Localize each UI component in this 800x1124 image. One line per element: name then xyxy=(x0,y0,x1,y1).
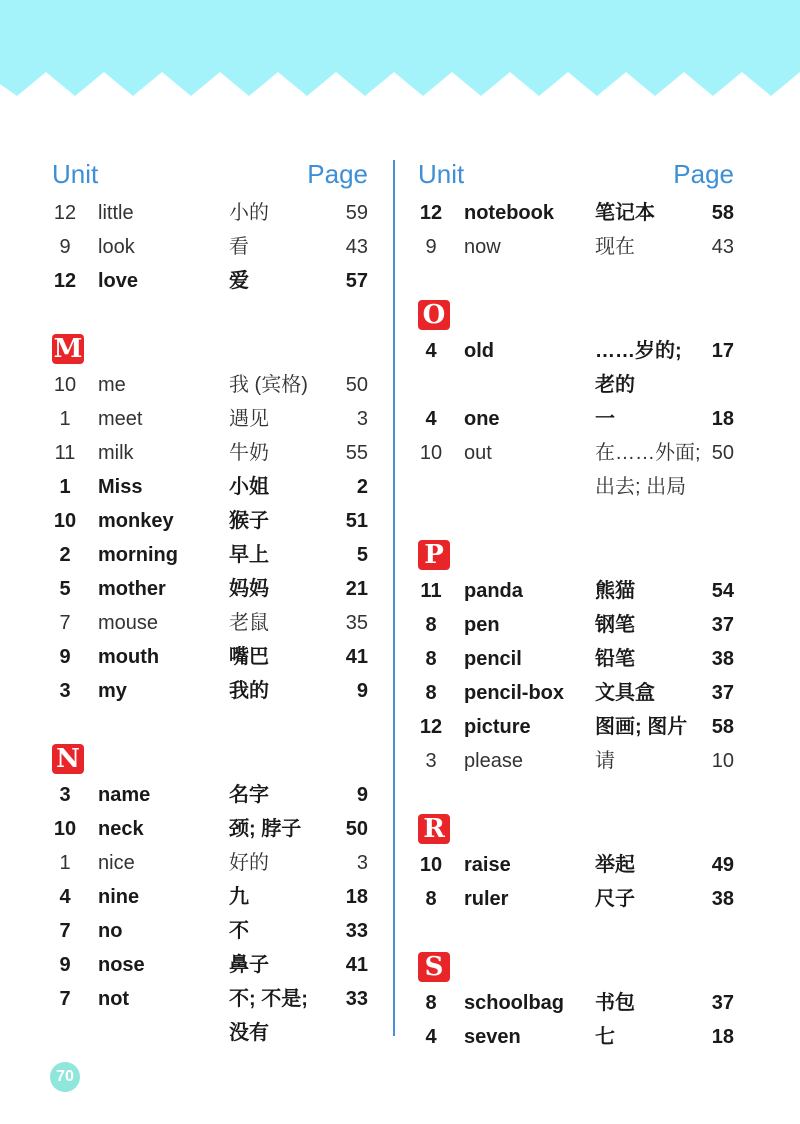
english-word: not xyxy=(98,988,130,1010)
english-word: monkey xyxy=(98,510,174,532)
vocab-row xyxy=(418,848,738,882)
english-word: meet xyxy=(98,408,143,430)
page-number: 3 xyxy=(356,852,368,874)
chinese-meaning: 七 xyxy=(595,1026,615,1048)
english-word: ruler xyxy=(464,888,509,910)
chinese-meaning: 猴子 xyxy=(229,510,269,532)
english-word: nice xyxy=(98,852,135,874)
chinese-meaning: 举起 xyxy=(595,854,635,876)
page-number: 50 xyxy=(711,442,734,464)
page-number: 41 xyxy=(345,646,368,668)
chinese-meaning: 我 (宾格) xyxy=(229,374,308,396)
unit-number: 1 xyxy=(59,408,71,430)
page-number: 33 xyxy=(345,920,368,942)
vocab-row xyxy=(52,264,372,298)
chinese-meaning: 请 xyxy=(595,750,615,772)
page-number: 50 xyxy=(345,818,368,840)
page-number: 9 xyxy=(356,784,368,806)
group-l xyxy=(52,196,372,298)
chinese-meaning: ……岁的; xyxy=(595,340,682,362)
unit-number: 4 xyxy=(425,408,437,430)
page-number: 9 xyxy=(356,680,368,702)
unit-number: 8 xyxy=(425,888,437,910)
group-p xyxy=(418,574,738,778)
chinese-meaning: 铅笔 xyxy=(595,648,635,670)
letter-m-badge: M xyxy=(53,334,83,364)
chinese-meaning: 名字 xyxy=(229,784,269,806)
group-o xyxy=(418,334,738,504)
english-word: my xyxy=(98,680,127,702)
english-word: one xyxy=(464,408,500,430)
vocab-row xyxy=(52,606,372,640)
page-number: 58 xyxy=(711,202,734,224)
chinese-meaning: 好的 xyxy=(229,852,269,874)
unit-number: 10 xyxy=(53,818,77,840)
english-word: pencil-box xyxy=(464,682,565,704)
page-number: 10 xyxy=(711,750,734,772)
vocab-row xyxy=(418,196,738,230)
unit-number: 10 xyxy=(419,442,443,464)
english-word: seven xyxy=(464,1026,521,1048)
page-header: Page xyxy=(307,159,368,189)
unit-number: 9 xyxy=(59,236,71,258)
page-number: 18 xyxy=(711,1026,734,1048)
page-number: 43 xyxy=(711,236,734,258)
vocab-row xyxy=(52,674,372,708)
page-number: 17 xyxy=(711,340,734,362)
unit-number: 2 xyxy=(59,544,71,566)
vocab-row xyxy=(418,230,738,264)
unit-number: 4 xyxy=(425,1026,437,1048)
unit-number: 9 xyxy=(59,646,71,668)
page-header: Page xyxy=(673,159,734,189)
unit-number: 10 xyxy=(419,854,443,876)
english-word: old xyxy=(464,340,494,362)
chinese-meaning-cont: 老的 xyxy=(595,374,635,396)
page-number-badge: 70 xyxy=(50,1062,80,1092)
page-number: 37 xyxy=(711,614,734,636)
page-number: 33 xyxy=(345,988,368,1010)
vocab-row xyxy=(52,470,372,504)
unit-number: 9 xyxy=(59,954,71,976)
english-word: mouse xyxy=(98,612,159,634)
chinese-meaning: 书包 xyxy=(595,992,635,1014)
english-word: pencil xyxy=(464,648,522,670)
chinese-meaning: 早上 xyxy=(229,544,269,566)
letter-o-badge: O xyxy=(418,300,450,330)
page-number: 41 xyxy=(345,954,368,976)
chinese-meaning: 鼻子 xyxy=(229,954,269,976)
column-header xyxy=(52,156,372,196)
vocab-row xyxy=(418,402,738,436)
vocab-row xyxy=(52,402,372,436)
english-word: notebook xyxy=(464,202,554,224)
page-number: 54 xyxy=(711,580,734,602)
chinese-meaning: 牛奶 xyxy=(229,442,269,464)
english-word: please xyxy=(464,750,523,772)
page-number: 50 xyxy=(345,374,368,396)
group-s xyxy=(418,986,738,1054)
unit-number: 4 xyxy=(425,340,437,362)
english-word: out xyxy=(464,442,492,464)
english-word: raise xyxy=(464,854,511,876)
english-word: nose xyxy=(98,954,145,976)
english-word: love xyxy=(98,270,139,292)
page-number: 55 xyxy=(345,442,368,464)
vocab-row xyxy=(52,880,372,914)
page-number: 51 xyxy=(345,510,368,532)
page-number: 5 xyxy=(356,544,368,566)
english-word: milk xyxy=(98,442,134,464)
chinese-meaning-cont: 出去; 出局 xyxy=(595,476,687,498)
page-number: 2 xyxy=(356,476,368,498)
page-number: 37 xyxy=(711,682,734,704)
page-number: 59 xyxy=(345,202,368,224)
chinese-meaning: 熊猫 xyxy=(595,580,635,602)
vocab-row xyxy=(418,882,738,916)
page-number: 58 xyxy=(711,716,734,738)
chinese-meaning: 一 xyxy=(595,408,615,430)
zigzag-banner xyxy=(0,0,800,110)
vocab-row xyxy=(418,986,738,1020)
page-number: 38 xyxy=(711,888,734,910)
vocab-row xyxy=(52,436,372,470)
english-word: no xyxy=(98,920,123,942)
chinese-meaning: 遇见 xyxy=(229,408,269,430)
vocab-row xyxy=(418,710,738,744)
unit-number: 8 xyxy=(425,614,437,636)
vocab-row xyxy=(418,334,738,402)
english-word: mother xyxy=(98,578,166,600)
chinese-meaning: 不; 不是; xyxy=(229,988,308,1010)
unit-number: 7 xyxy=(59,920,71,942)
vocab-row xyxy=(418,574,738,608)
left-column xyxy=(52,156,372,1050)
group-n xyxy=(52,778,372,1050)
unit-number: 11 xyxy=(420,580,442,602)
unit-number: 11 xyxy=(54,442,76,464)
column-header xyxy=(418,156,738,196)
vocab-row xyxy=(52,196,372,230)
vocab-row xyxy=(52,538,372,572)
chinese-meaning: 尺子 xyxy=(595,888,635,910)
chinese-meaning: 颈; 脖子 xyxy=(229,818,302,840)
chinese-meaning: 文具盒 xyxy=(595,682,655,704)
unit-number: 8 xyxy=(425,682,437,704)
chinese-meaning-cont: 没有 xyxy=(229,1022,269,1044)
unit-number: 12 xyxy=(419,202,443,224)
english-word: morning xyxy=(98,544,178,566)
page-number: 3 xyxy=(356,408,368,430)
english-word: now xyxy=(464,236,501,258)
chinese-meaning: 现在 xyxy=(595,236,635,258)
unit-number: 12 xyxy=(53,270,77,292)
unit-number: 12 xyxy=(419,716,443,738)
unit-number: 3 xyxy=(59,784,71,806)
letter-n-badge: N xyxy=(52,744,84,774)
vocab-row xyxy=(52,778,372,812)
group-r xyxy=(418,848,738,916)
unit-header: Unit xyxy=(418,159,465,189)
vocab-row xyxy=(418,436,738,504)
vocab-row xyxy=(52,572,372,606)
chinese-meaning: 小的 xyxy=(229,202,269,224)
english-word: panda xyxy=(464,580,523,602)
unit-number: 10 xyxy=(53,374,77,396)
chinese-meaning: 笔记本 xyxy=(595,202,655,224)
english-word: nine xyxy=(98,886,140,908)
vocab-row xyxy=(52,368,372,402)
unit-number: 9 xyxy=(425,236,437,258)
chinese-meaning: 我的 xyxy=(229,680,269,702)
unit-number: 4 xyxy=(59,886,71,908)
page-number: 43 xyxy=(345,236,368,258)
group-n-cont xyxy=(418,196,738,264)
chinese-meaning: 在……外面; xyxy=(595,442,701,464)
unit-number: 10 xyxy=(53,510,77,532)
chinese-meaning: 钢笔 xyxy=(595,614,635,636)
page-number: 18 xyxy=(711,408,734,430)
unit-number: 7 xyxy=(59,612,71,634)
vocab-row xyxy=(418,676,738,710)
vocab-row xyxy=(52,640,372,674)
page-number: 57 xyxy=(345,270,368,292)
chinese-meaning: 不 xyxy=(229,920,249,942)
english-word: name xyxy=(98,784,151,806)
english-word: neck xyxy=(98,818,144,840)
english-word: little xyxy=(98,202,134,224)
vocab-row xyxy=(52,948,372,982)
unit-number: 12 xyxy=(53,202,77,224)
unit-number: 3 xyxy=(425,750,437,772)
letter-p-badge: P xyxy=(418,540,450,570)
vocab-row xyxy=(52,982,372,1050)
chinese-meaning: 小姐 xyxy=(229,476,269,498)
chinese-meaning: 嘴巴 xyxy=(229,646,269,668)
vocab-row xyxy=(52,230,372,264)
unit-number: 7 xyxy=(59,988,71,1010)
english-word: Miss xyxy=(98,476,143,498)
english-word: picture xyxy=(464,716,531,738)
page-number: 35 xyxy=(345,612,368,634)
english-word: me xyxy=(98,374,126,396)
chinese-meaning: 老鼠 xyxy=(229,612,269,634)
unit-number: 8 xyxy=(425,648,437,670)
vocab-row xyxy=(52,812,372,846)
unit-number: 1 xyxy=(59,852,71,874)
chinese-meaning: 爱 xyxy=(229,270,249,292)
chinese-meaning: 看 xyxy=(229,236,249,258)
english-word: mouth xyxy=(98,646,160,668)
chinese-meaning: 妈妈 xyxy=(229,578,269,600)
letter-r-badge: R xyxy=(418,814,450,844)
page-number: 18 xyxy=(345,886,368,908)
vocab-row xyxy=(52,846,372,880)
right-column xyxy=(418,156,738,1054)
unit-header: Unit xyxy=(52,159,99,189)
group-m xyxy=(52,368,372,708)
english-word: look xyxy=(98,236,135,258)
vocab-row xyxy=(418,608,738,642)
vocab-row xyxy=(418,642,738,676)
vocab-row xyxy=(52,504,372,538)
page-number: 21 xyxy=(345,578,368,600)
vocab-row xyxy=(418,1020,738,1054)
page-number: 49 xyxy=(711,854,734,876)
unit-number: 5 xyxy=(59,578,71,600)
column-divider xyxy=(393,160,395,1036)
english-word: schoolbag xyxy=(464,992,565,1014)
unit-number: 8 xyxy=(425,992,437,1014)
page-number: 37 xyxy=(711,992,734,1014)
unit-number: 3 xyxy=(59,680,71,702)
chinese-meaning: 图画; 图片 xyxy=(595,716,688,738)
page-number: 38 xyxy=(711,648,734,670)
english-word: pen xyxy=(464,614,500,636)
chinese-meaning: 九 xyxy=(229,886,249,908)
vocab-row xyxy=(418,744,738,778)
letter-s-badge: S xyxy=(418,952,450,982)
vocab-row xyxy=(52,914,372,948)
unit-number: 1 xyxy=(59,476,71,498)
